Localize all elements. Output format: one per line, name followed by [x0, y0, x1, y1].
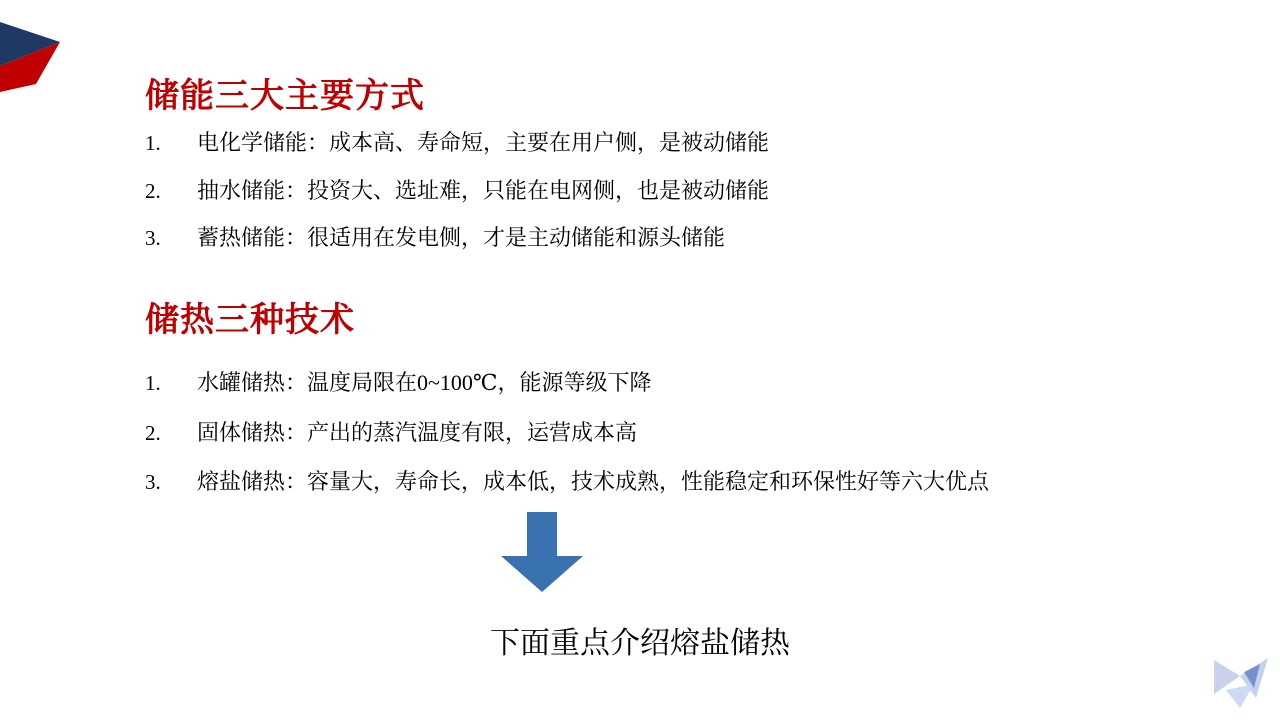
list-item: [145, 176, 1225, 206]
list-item-text: 抽水储能：投资大、选址难，只能在电网侧，也是被动储能: [197, 177, 770, 203]
corner-decoration-bottom-right: [1210, 654, 1274, 712]
list-item-text: 电化学储能：成本高、寿命短，主要在用户侧，是被动储能: [197, 130, 770, 155]
deco-shape-light-2: [1240, 658, 1268, 698]
list-storage-methods: [145, 128, 1225, 271]
list-item: [145, 467, 1225, 497]
section-heading-storage-methods: 储能三大主要方式: [145, 76, 425, 116]
bottom-note-text: 下面重点介绍熔盐储热: [490, 627, 790, 660]
list-item-number: 1.: [145, 371, 161, 395]
deco-shape-light-3: [1226, 684, 1254, 708]
list-item: [145, 368, 1225, 398]
list-item: [145, 418, 1225, 448]
deco-shape-blue: [1244, 664, 1260, 688]
list-item-number: 2.: [145, 420, 161, 445]
list-item-number: 2.: [145, 178, 161, 203]
list-item-text: 熔盐储热：容量大，寿命长，成本低，技术成熟，性能稳定和环保性好等六大优点: [197, 469, 990, 495]
corner-decoration-top-left: [0, 22, 72, 100]
deco-red-triangle: [0, 42, 60, 92]
list-item-text: 水罐储热：温度局限在0~100℃，能源等级下降: [197, 370, 652, 395]
list-item-number: 3.: [145, 470, 161, 495]
list-item: [145, 128, 1225, 158]
deco-blue-triangle: [0, 22, 60, 66]
list-item-number: 3.: [145, 226, 161, 251]
down-arrow-icon: [497, 512, 587, 594]
list-item-text: 蓄热储能：很适用在发电侧，才是主动储能和源头储能: [197, 225, 726, 251]
deco-shape-light-1: [1214, 660, 1240, 694]
list-item: [145, 223, 1225, 253]
section-heading-heat-storage-tech: 储热三种技术: [145, 300, 355, 340]
list-item-text: 固体储热：产出的蒸汽温度有限，运营成本高: [197, 419, 638, 445]
list-heat-storage-tech: [145, 368, 1225, 517]
list-item-number: 1.: [145, 131, 161, 155]
